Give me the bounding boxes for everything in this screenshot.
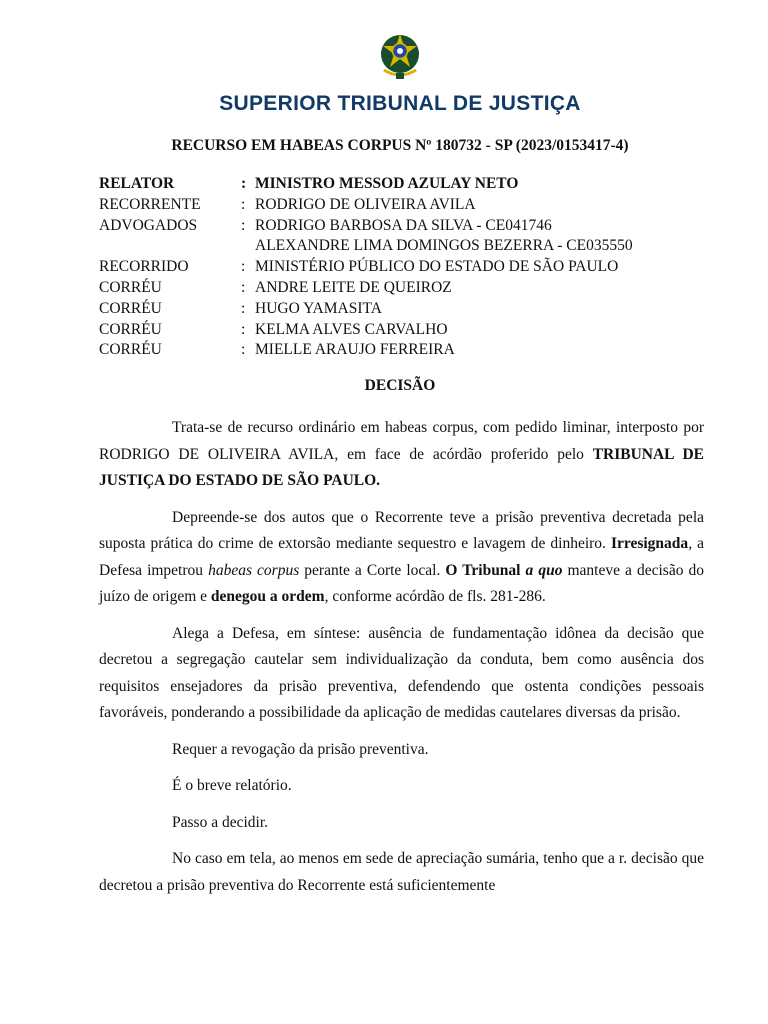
party-name: RODRIGO BARBOSA DA SILVA - CE041746 (255, 216, 552, 234)
party-name: RODRIGO DE OLIVEIRA AVILA (255, 195, 476, 213)
party-name: KELMA ALVES CARVALHO (255, 320, 448, 338)
party-row (99, 174, 633, 195)
party-name: MIELLE ARAUJO FERREIRA (255, 341, 455, 359)
paragraph: Alega a Defesa, em síntese: ausência de fundamentação idônea da decisão que decretou a segregação cautelar sem individualização da conduta, bem como ausência dos requisitos ensejadores da prisão preventiva, defendendo que ostenta condições pessoais favoráveis, ponderando a possibilidade da aplicação de medidas cautelares diversas da prisão. (99, 624, 704, 721)
party-separator: : (241, 175, 247, 192)
party-role (99, 236, 241, 257)
emphasis-bold: Irresignada (610, 535, 689, 552)
section-title: DECISÃO (364, 377, 436, 394)
text-run: , conforme acórdão de fls. 281-286. (324, 588, 546, 605)
party-name: MINISTÉRIO PÚBLICO DO ESTADO DE SÃO PAULO (255, 258, 619, 276)
case-title: RECURSO EM HABEAS CORPUS Nº 180732 - SP (2023/0153417-4) (171, 137, 629, 154)
emphasis-bold: O Tribunal (445, 561, 526, 579)
emphasis-bold-italic: a quo (525, 561, 563, 579)
party-row (99, 278, 633, 299)
party-role: CORRÉU (99, 278, 162, 296)
paragraph: Passo a decidir. (172, 813, 268, 831)
decision-body (99, 415, 704, 909)
paragraph (99, 505, 704, 611)
party-row (99, 236, 633, 257)
paragraph: Requer a revogação da prisão preventiva. (172, 740, 429, 758)
brazil-coat-of-arms-icon (374, 30, 426, 82)
paragraph: No caso em tela, ao menos em sede de apreciação sumária, tenho que a r. decisão que decretou a prisão preventiva do Recorrente está suficientemente (99, 850, 704, 894)
text-run: Depreende-se dos autos que o Recorrente teve a prisão preventiva decretada pela suposta prática do crime de extorsão mediante sequestro e lavagem de dinheiro. (99, 508, 704, 552)
text-run: , a Defesa impetrou (99, 535, 704, 579)
party-name: MINISTRO MESSOD AZULAY NETO (255, 175, 519, 192)
party-row (99, 320, 633, 341)
party-separator: : (241, 195, 246, 213)
paragraph: É o breve relatório. (172, 777, 292, 794)
party-separator: : (241, 320, 246, 338)
party-role: RECORRIDO (99, 258, 189, 276)
party-row (99, 299, 633, 320)
party-role: RECORRENTE (99, 195, 201, 213)
party-role: CORRÉU (99, 341, 162, 359)
party-name: HUGO YAMASITA (255, 299, 382, 317)
party-role: CORRÉU (99, 299, 162, 317)
party-separator: : (241, 258, 246, 276)
party-separator (241, 236, 255, 257)
emphasis-italic: habeas corpus (208, 561, 300, 579)
text-run: perante a Corte local. (299, 561, 446, 579)
party-name: ALEXANDRE LIMA DOMINGOS BEZERRA - CE035550 (255, 237, 633, 255)
party-row (99, 195, 633, 216)
party-separator: : (241, 278, 246, 296)
party-name: ANDRE LEITE DE QUEIROZ (255, 278, 452, 296)
party-role: ADVOGADOS (99, 216, 198, 234)
party-role: RELATOR (99, 175, 175, 192)
court-reference: TRIBUNAL DE JUSTIÇA DO ESTADO DE SÃO PAULO. (99, 445, 704, 489)
text-run: Trata-se de recurso ordinário em habeas corpus, com pedido liminar, interposto por RODRIGO DE OLIVEIRA AVILA, em face de acórdão proferido pelo (99, 419, 704, 463)
paragraph (99, 415, 704, 495)
text-run: manteve a decisão do juízo de origem e (99, 561, 704, 605)
court-name: SUPERIOR TRIBUNAL DE JUSTIÇA (219, 92, 581, 115)
party-separator: : (241, 216, 246, 234)
party-separator: : (241, 299, 246, 317)
party-separator: : (241, 341, 246, 359)
party-role: CORRÉU (99, 320, 162, 338)
party-row (99, 216, 633, 237)
party-row (99, 340, 633, 361)
parties-list (99, 174, 633, 361)
emphasis-bold: denegou a ordem (210, 588, 325, 605)
party-row (99, 257, 633, 278)
